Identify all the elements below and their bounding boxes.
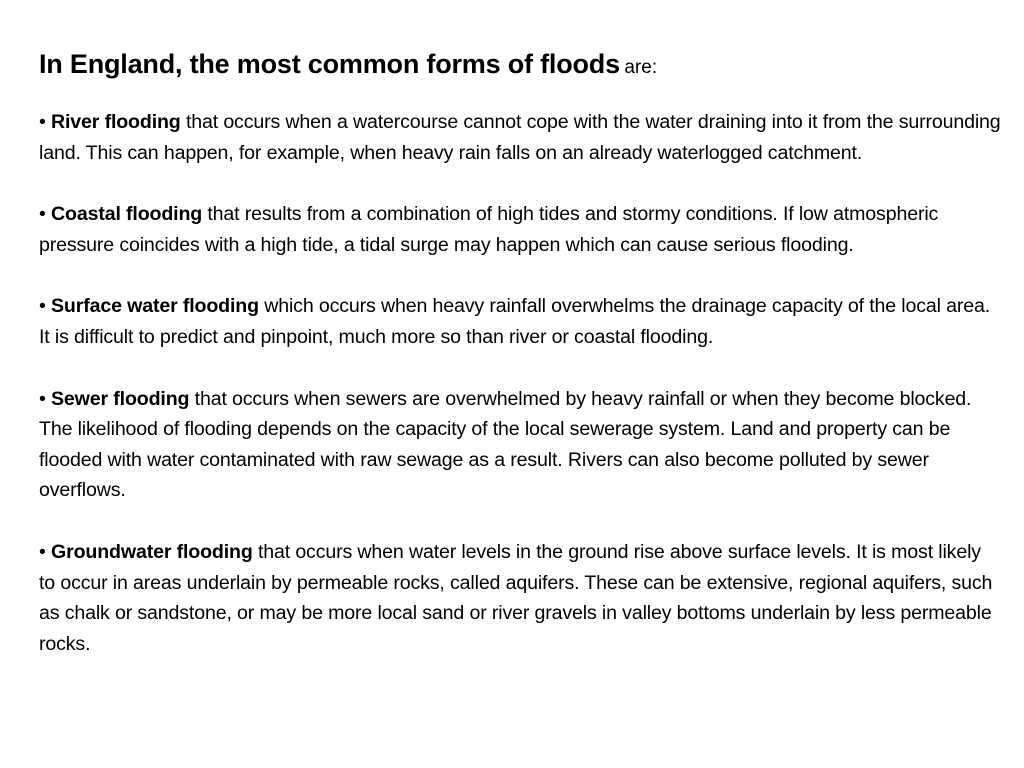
bullet: •: [39, 203, 46, 226]
slide-heading: [39, 44, 1001, 89]
flood-type-groundwater: [39, 537, 1001, 659]
flood-term: Groundwater flooding: [51, 540, 253, 563]
flood-description: that occurs when sewers are overwhelmed by heavy rainfall or when they become blocked. The likelihood of flooding depends on the capacity of the local sewerage system. Land and property can be flooded with water contaminated with raw sewage as a result. Rivers can also become polluted by sewer overflows.: [39, 387, 972, 502]
flood-description: that occurs when a watercourse cannot cope with the water draining into it from the surrounding land. This can happen, for example, when heavy rain falls on an already waterlogged catchment.: [39, 111, 1001, 164]
flood-term: Surface water flooding: [51, 295, 259, 318]
flood-term: Coastal flooding: [51, 203, 203, 226]
flood-term: River flooding: [51, 111, 181, 133]
flood-type-sewer: [39, 384, 1001, 506]
heading-tail-text: are:: [624, 57, 658, 78]
flood-type-river: [39, 107, 1001, 168]
flood-description: which occurs when heavy rainfall overwhelms the drainage capacity of the local area. It is difficult to predict and pinpoint, much more so than river or coastal flooding.: [39, 295, 991, 348]
heading-bold-text: In England, the most common forms of floods: [39, 49, 620, 79]
flood-description: that results from a combination of high tides and stormy conditions. If low atmospheric pressure coincides with a high tide, a tidal surge may happen which can cause serious flooding.: [39, 203, 939, 256]
flood-type-surface-water: [39, 291, 1001, 352]
bullet: •: [39, 540, 46, 563]
bullet: •: [39, 111, 46, 133]
flood-term: Sewer flooding: [51, 387, 190, 410]
flood-description: that occurs when water levels in the ground rise above surface levels. It is most likely to occur in areas underlain by permeable rocks, called aquifers. These can be extensive, regional aquifers, such as chalk or sandstone, or may be more local sand or river gravels in valley bottoms underlain by less permeable rocks.: [39, 540, 993, 655]
flood-type-coastal: [39, 199, 1001, 260]
slide-content: [39, 44, 1001, 690]
bullet: •: [39, 295, 46, 318]
bullet: •: [39, 387, 46, 410]
